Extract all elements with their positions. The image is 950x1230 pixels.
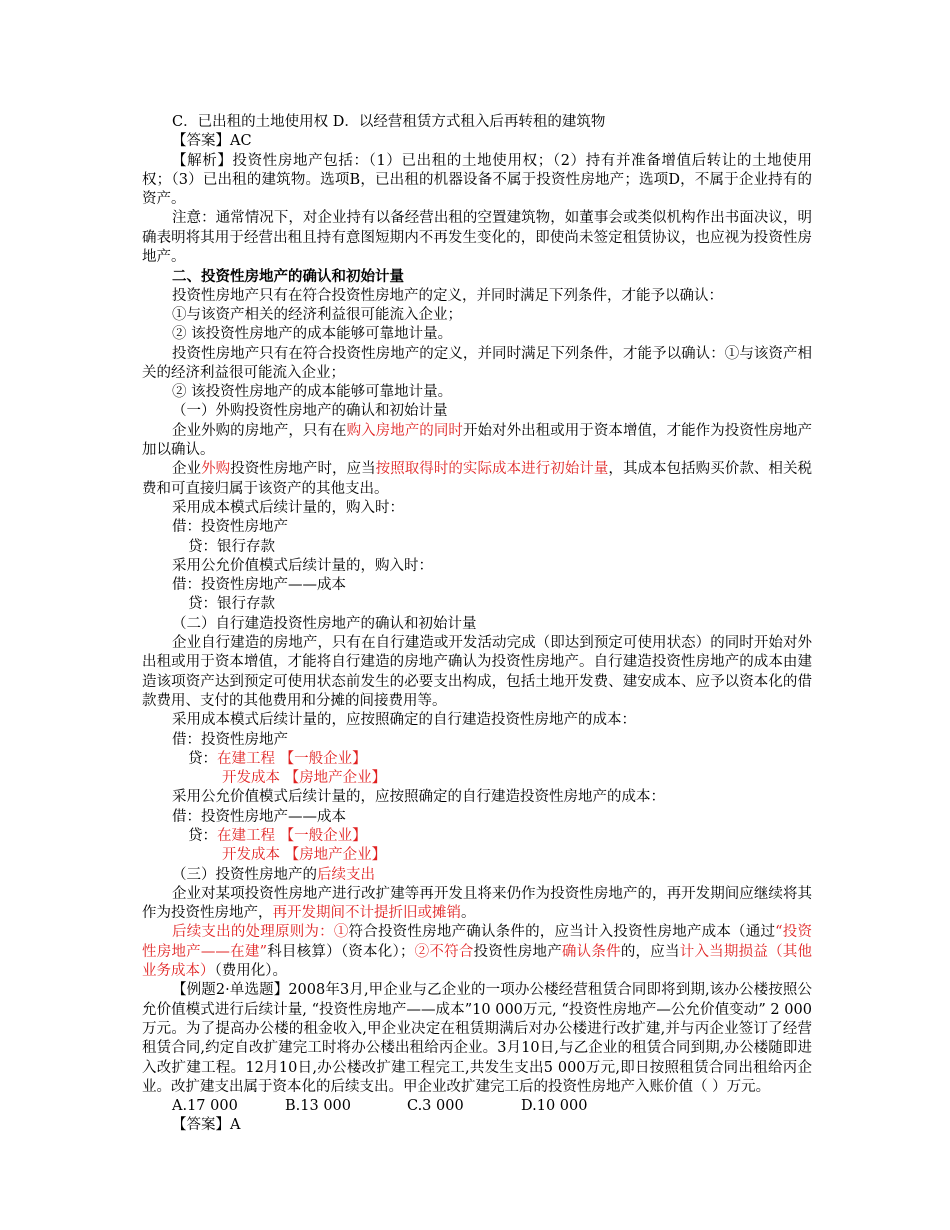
purchase-text-a: 企业外购的房地产，只有在 [172, 422, 347, 439]
purchase-paragraph [142, 422, 812, 461]
credit-account-3a: 在建工程 【一般企业】 [217, 750, 367, 767]
answer-label: 【答案】AC [172, 133, 252, 150]
credit-entry-3b: 开发成本 【房地产企业】 [222, 770, 387, 787]
principle-paragraph [142, 923, 812, 981]
credit-entry-3a [142, 750, 812, 769]
subheading-subsequent-emphasis: 后续支出 [317, 866, 375, 883]
principle-text-a: 符合投资性房地产确认条件的，应当计入投资性房地产成本（通过 [348, 924, 776, 941]
principle-emphasis-1: 后续支出的处理原则为：① [172, 924, 349, 941]
credit-entry-4b: 开发成本 【房地产企业】 [222, 847, 387, 864]
example-question: 【例题2·单选题】2008年3月,甲企业与乙企业的一项办公楼经营租赁合同即将到期,该办公楼按照公允价值模式进行后续计量, “投资性房地产——成本”10 000万元, “投资性房地产—公允价值变动” 2 000万元。为了提高办公楼的租金收入,甲企业决定在租赁期满后对办公楼进行改扩建,并与丙企业签订了经营租赁合同,约定自改扩建完工时将办公楼出租给丙企业。3月10日,与乙企业的租赁合同到期,办公楼随即进入改扩建工程。12月10日,办公楼改扩建工程完工,共发生支出5 000万元,即日按照租赁合同出租给丙企业。改扩建支出属于资本化的后续支出。甲企业改扩建完工后的投资性房地产入账价值（ ）万元。 [142, 982, 812, 1095]
condition-1: ①与该资产相关的经济利益很可能流入企业； [172, 306, 462, 323]
cost-paragraph [142, 460, 812, 499]
principle-emphasis-5: 计入当期损益（其他业务成本） [142, 943, 813, 980]
choice-c: C.3 000 [407, 1098, 464, 1115]
answer-label-2: 【答案】A [172, 1117, 241, 1134]
purchase-text-b: 开始对外出租或用于资本增值，才能作为投资性房地产加以确认。 [142, 422, 813, 459]
condition-repeat [142, 345, 812, 384]
self-build-paragraph: 企业自行建造的房地产，只有在自行建造或开发活动完成（即达到预定可使用状态）的同时开始对外出租或用于资本增值，才能将自行建造的房地产确认为投资性房地产。自行建造投资性房地产的成本由建造该项资产达到预定可使用状态前发生的必要支出构成，包括土地开发费、建安成本、应予以资本化的借款费用、支付的其他费用和分摊的间接费用等。 [142, 635, 812, 709]
choice-b: B.13 000 [285, 1098, 352, 1115]
principle-emphasis-2: “投资性房地产——在建” [142, 924, 813, 960]
principle-text-d: 的，应当 [620, 943, 680, 960]
subheading-self-build: （二）自行建造投资性房地产的确认和初始计量 [172, 615, 477, 632]
cost-model-self-build: 采用成本模式后续计量的，应按照确定的自行建造投资性房地产的成本： [172, 712, 636, 729]
cost-text-c: ，其成本包括购买价款、相关税费和可直接归属于该资产的其他支出。 [142, 461, 813, 497]
example-choices [142, 1097, 812, 1116]
cost-emphasis-1: 外购 [201, 461, 231, 478]
fair-value-self-build: 采用公允价值模式后续计量的，应按照确定的自行建造投资性房地产的成本： [172, 789, 665, 806]
principle-emphasis-4: 确认条件 [561, 943, 621, 960]
principle-text-b: 科目核算）（资本化）； [266, 943, 415, 960]
condition-repeat-b: 与该资产相关的经济利益很可能流入企业； [142, 345, 812, 381]
cost-text-b: 投资性房地产时，应当 [230, 461, 376, 478]
condition-2: ② 该投资性房地产的成本能够可靠地计量。 [172, 326, 453, 343]
analysis-paragraph: 【解析】投资性房地产包括：（1）已出租的土地使用权；（2）持有并准备增值后转让的土地使用权；（3）已出租的建筑物。选项B，已出租的机器设备不属于投资性房地产；选项D，不属于企业持有的资产。 [142, 152, 812, 208]
credit-prefix-3: 贷： [188, 750, 217, 767]
option-line-cd: C．已出租的土地使用权 D．以经营租赁方式租入后再转租的建筑物 [172, 114, 606, 130]
debit-entry-4: 借：投资性房地产——成本 [172, 808, 346, 825]
note-paragraph: 注意：通常情况下，对企业持有以备经营出租的空置建筑物，如董事会或类似机构作出书面决议，明确表明将其用于经营出租且持有意图短期内不再发生变化的，即使尚未签定租赁协议，也应视为投资性房地产。 [142, 210, 812, 266]
debit-entry-1: 借：投资性房地产 [172, 519, 288, 536]
cost-text-a: 企业 [172, 461, 202, 478]
rebuild-paragraph [142, 885, 812, 924]
document-page [142, 113, 812, 1136]
choice-d: D.10 000 [521, 1098, 588, 1115]
fair-value-purchase: 采用公允价值模式后续计量的，购入时： [172, 557, 433, 574]
debit-entry-2: 借：投资性房地产——成本 [172, 577, 346, 594]
principle-text-e: （费用化）。 [214, 963, 287, 980]
section-heading: 二、投资性房地产的确认和初始计量 [172, 268, 404, 286]
condition-2-repeat: ② 该投资性房地产的成本能够可靠地计量。 [172, 384, 453, 401]
credit-entry-4a [142, 827, 812, 846]
condition-intro: 投资性房地产只有在符合投资性房地产的定义，并同时满足下列条件，才能予以确认： [172, 287, 723, 304]
principle-emphasis-3: ②不符合 [414, 943, 474, 960]
rebuild-text-b: 。 [461, 905, 476, 922]
subheading-subsequent [142, 866, 812, 885]
credit-entry-1: 贷：银行存款 [188, 538, 275, 555]
rebuild-text-a: 企业对某项投资性房地产进行改扩建等再开发且将来仍作为投资性房地产的，再开发期间应继续将其作为投资性房地产， [142, 885, 812, 922]
credit-prefix-4: 贷： [188, 827, 217, 844]
principle-text-c: 投资性房地产 [473, 943, 562, 960]
subheading-subsequent-text: （三）投资性房地产的 [172, 866, 317, 883]
credit-entry-2: 贷：银行存款 [188, 596, 275, 613]
choice-a: A.17 000 [172, 1098, 238, 1115]
cost-emphasis-2: 按照取得时的实际成本进行初始计量 [375, 461, 609, 478]
debit-entry-3: 借：投资性房地产 [172, 731, 288, 748]
subheading-purchase: （一）外购投资性房地产的确认和初始计量 [172, 403, 448, 420]
purchase-emphasis: 购入房地产的同时 [346, 422, 463, 439]
condition-repeat-a: 投资性房地产只有在符合投资性房地产的定义，并同时满足下列条件，才能予以确认：① [172, 345, 740, 362]
credit-account-4a: 在建工程 【一般企业】 [217, 827, 367, 844]
cost-model-purchase: 采用成本模式后续计量的，购入时： [172, 499, 404, 516]
rebuild-emphasis: 再开发期间不计提折旧或摊销 [272, 905, 461, 922]
